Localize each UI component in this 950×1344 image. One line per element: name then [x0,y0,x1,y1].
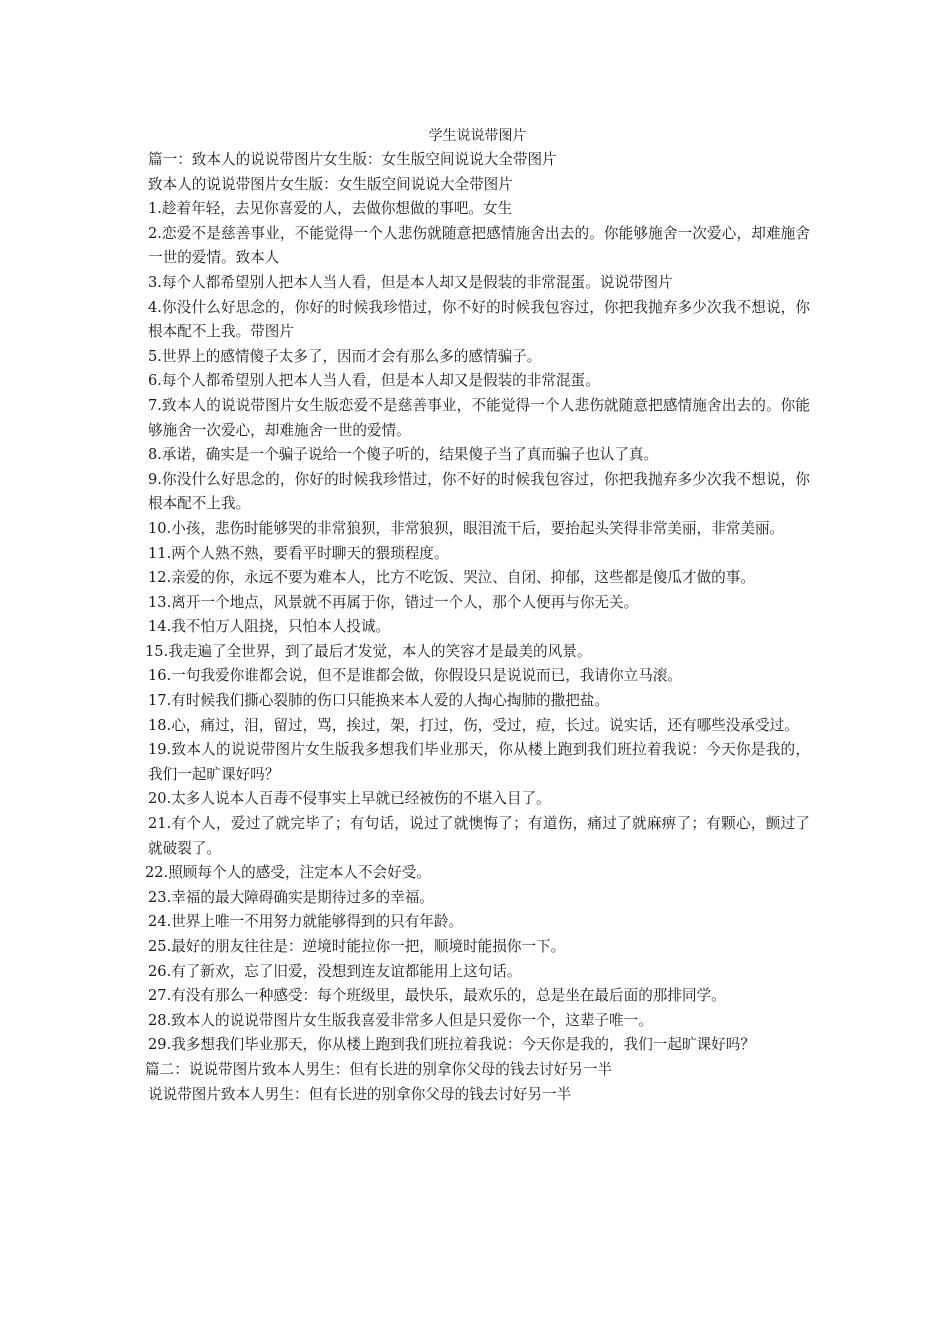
list-item-26: 26.有了新欢，忘了旧爱，没想到连友谊都能用上这句话。 [148,962,522,980]
list-item-21: 21.有个人，爱过了就完毕了；有句话，说过了就懊悔了；有道伤，痛过了就麻痹了；有颗心，颤过了就破裂了。 [148,815,810,857]
list-item-6: 6.每个人都希望别人把本人当人看，但是本人却又是假装的非常混蛋。 [148,372,600,390]
list-item-5: 5.世界上的感情傻子太多了，因而才会有那么多的感情骗子。 [148,347,542,365]
list-item-1: 1.趁着年轻，去见你喜爱的人，去做你想做的事吧。女生 [148,200,513,218]
list-item-27: 27.有没有那么一种感受：每个班级里，最快乐，最欢乐的，总是坐在最后面的那排同学。 [148,987,726,1005]
list-item-8: 8.承诺，确实是一个骗子说给一个傻子听的，结果傻子当了真而骗子也认了真。 [148,446,659,464]
list-item-2: 2.恋爱不是慈善事业，不能觉得一个人悲伤就随意把感情施舍出去的。你能够施舍一次爱心，却难施舍一世的爱情。致本人 [148,224,810,267]
list-item-19: 19.致本人的说说带图片女生版我多想我们毕业那天，你从楼上跑到我们班拉着我说：今天你是我的，我们一起旷课好吗？ [148,741,810,783]
list-item-12: 12.亲爱的你，永远不要为难本人，比方不吃饭、哭泣、自闭、抑郁，这些都是傻瓜才做的事。 [148,569,755,587]
list-item-13: 13.离开一个地点，风景就不再属于你，错过一个人，那个人便再与你无关。 [148,593,639,611]
list-item-11: 11.两个人熟不熟，要看平时聊天的猥琐程度。 [148,544,449,562]
list-item-10: 10.小孩，悲伤时能够哭的非常狼狈，非常狼狈，眼泪流干后，要抬起头笑得非常美丽，非常美丽。 [148,519,785,537]
list-item-28: 28.致本人的说说带图片女生版我喜爱非常多人但是只爱你一个，这辈子唯一。 [148,1011,653,1029]
list-item-16: 16.一句我爱你谁都会说，但不是谁都会做，你假设只是说说而已，我请你立马滚。 [148,667,682,685]
list-item-3: 3.每个人都希望别人把本人当人看，但是本人却又是假装的非常混蛋。说说带图片 [148,273,673,291]
list-item-23: 23.幸福的最大障碍确实是期待过多的幸福。 [148,888,434,906]
document-page [145,124,810,1107]
section-subheading-2: 说说带图片致本人男生：但有长进的别拿你父母的钱去讨好另一半 [148,1085,572,1103]
section-heading-2: 篇二：说说带图片致本人男生：但有长进的别拿你父母的钱去讨好另一半 [145,1060,613,1078]
list-item-24: 24.世界上唯一不用努力就能够得到的只有年龄。 [148,913,464,931]
section-heading-1: 篇一：致本人的说说带图片女生版：女生版空间说说大全带图片 [148,151,557,168]
list-item-25: 25.最好的朋友往往是：逆境时能拉你一把，顺境时能损你一下。 [148,938,566,955]
list-item-17: 17.有时候我们撕心裂肺的伤口只能换来本人爱的人掏心掏肺的撒把盐。 [148,692,610,710]
list-item-29: 29.我多想我们毕业那天，你从楼上跑到我们班拉着我说：今天你是我的，我们一起旷课好吗？ [148,1036,755,1054]
list-item-22: 22.照顾每个人的感受，注定本人不会好受。 [145,864,431,882]
document-title: 学生说说带图片 [428,128,527,144]
list-item-15: 15.我走遍了全世界，到了最后才发觉，本人的笑容才是最美的风景。 [145,642,592,660]
list-item-9: 9.你没什么好思念的，你好的时候我珍惜过，你不好的时候我包容过，你把我抛弃多少次我不想说，你根本配不上我。 [148,470,810,513]
section-subheading-1: 致本人的说说带图片女生版：女生版空间说说大全带图片 [148,175,513,193]
list-item-20: 20.太多人说本人百毒不侵事实上早就已经被伤的不堪入目了。 [148,790,551,808]
list-item-4: 4.你没什么好思念的，你好的时候我珍惜过，你不好的时候我包容过，你把我抛弃多少次我不想说，你根本配不上我。带图片 [148,298,810,341]
list-item-18: 18.心，痛过，泪，留过，骂，挨过，架，打过，伤，受过，痘，长过。说实话，还有哪些没承受过。 [148,716,799,734]
list-item-14: 14.我不怕万人阻挠，只怕本人投诚。 [148,618,391,636]
list-item-7: 7.致本人的说说带图片女生版恋爱不是慈善事业，不能觉得一个人悲伤就随意把感情施舍出去的。你能够施舍一次爱心，却难施舍一世的爱情。 [148,396,810,439]
